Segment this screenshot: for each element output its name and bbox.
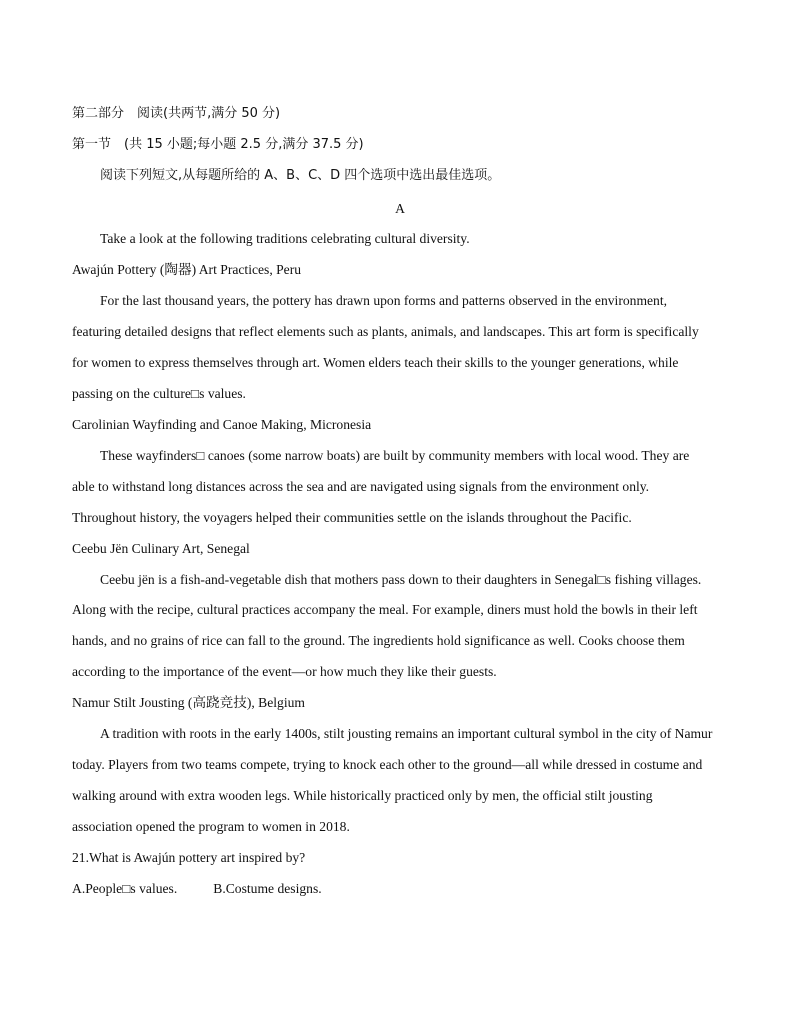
question-text: 21.What is Awajún pottery art inspired by? [72,850,306,865]
option-a: A.People□s values. [72,881,178,896]
instruction: 阅读下列短文,从每题所给的 A、B、C、D 四个选项中选出最佳选项。 [100,168,501,183]
paragraph-line: passing on the culture□s values. [72,386,246,401]
paragraph-line: Throughout history, the voyagers helped their communities settle on the islands throughout the Pacific. [72,510,632,525]
passage-label: A [395,201,405,216]
section-title: Namur Stilt Jousting (高跷竞技), Belgium [72,695,305,710]
section-title: Carolinian Wayfinding and Canoe Making, Micronesia [72,417,372,432]
paragraph-line: Along with the recipe, cultural practices accompany the meal. For example, diners must hold the bowls in their left [72,602,698,617]
section-title: Ceebu Jën Culinary Art, Senegal [72,541,250,556]
paragraph-line: These wayfinders□ canoes (some narrow boats) are built by community members with local wood. They are [100,448,690,463]
paragraph-line: For the last thousand years, the pottery has drawn upon forms and patterns observed in the environment, [100,293,668,308]
section-heading: 第一节 (共 15 小题;每小题 2.5 分,满分 37.5 分) [72,137,364,152]
paragraph-line: A tradition with roots in the early 1400s, stilt jousting remains an important cultural symbol in the city of Namur [100,726,713,741]
paragraph-line: for women to express themselves through art. Women elders teach their skills to the younger generations, while [72,355,679,370]
paragraph-line: featuring detailed designs that reflect elements such as plants, animals, and landscapes. This art form is specifically [72,324,699,339]
section-title: Awajún Pottery (陶器) Art Practices, Peru [72,262,302,277]
paragraph-line: hands, and no grains of rice can fall to the ground. The ingredients hold significance as well. Cooks choose them [72,633,685,648]
paragraph-line: walking around with extra wooden legs. While historically practiced only by men, the official stilt jousting [72,788,653,803]
paragraph-line: association opened the program to women in 2018. [72,819,350,834]
paragraph-line: able to withstand long distances across the sea and are navigated using signals from the environment only. [72,479,650,494]
paragraph-line: according to the importance of the event—or how much they like their guests. [72,664,497,679]
passage-intro: Take a look at the following traditions celebrating cultural diversity. [100,231,470,246]
question-options [72,879,732,899]
option-b: B.Costume designs. [213,881,322,896]
paragraph-line: Ceebu jën is a fish-and-vegetable dish that mothers pass down to their daughters in Senegal□s fishing villages. [100,572,702,587]
paragraph-line: today. Players from two teams compete, trying to knock each other to the ground—all while dressed in costume and [72,757,703,772]
part-heading: 第二部分 阅读(共两节,满分 50 分) [72,106,281,121]
